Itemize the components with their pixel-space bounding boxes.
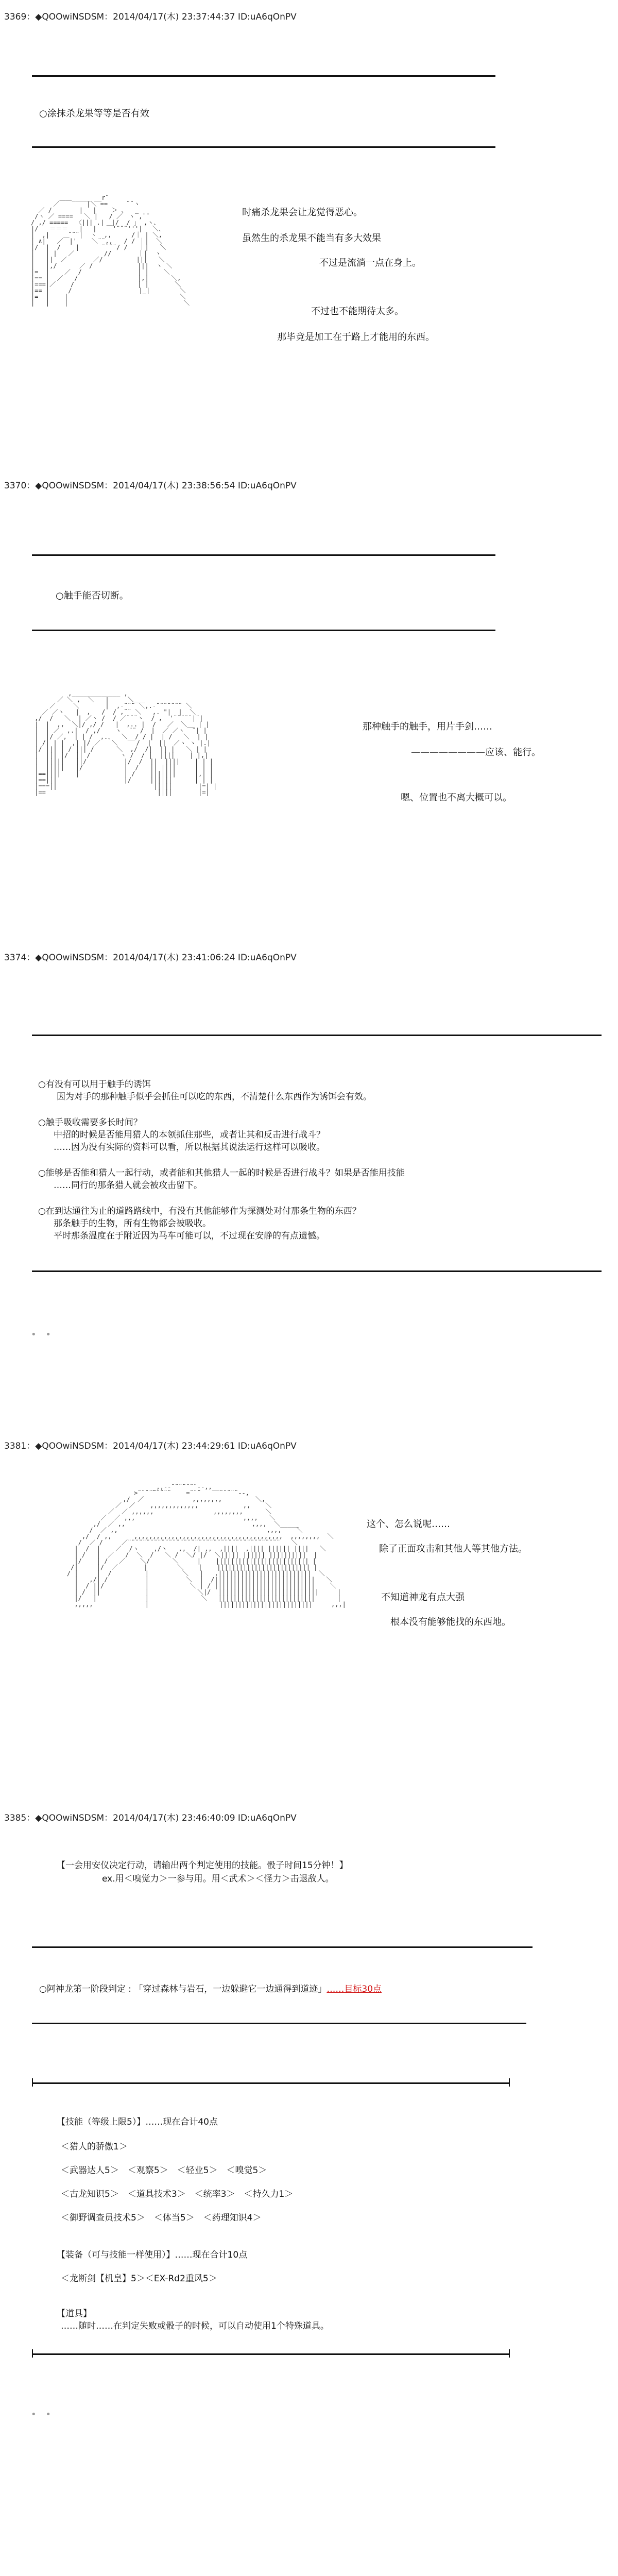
- ascii-art-creature: _,,--¨¨¨¨¨¨¨--,,__ >¨¨¨¨¨¨¨¨¨ =¨¨¨ ¨¨¨¨¨--, ,/ ／ ,,,,,,,, ＼, ／ ／ ,,,,,,,,,,,,, ,, ＼ ／ ／ ,,,,,, ,,,,,,,, ＼ ／ ／ ,,, ,,,, ＼ ,/ ／ ,, ,,,, ＼_____ / ／ ,, ,,,, ＼ ,/ / ,, ,,,,,,,,,,,,,,,,,,,,,,,,,,,,,,,,,,,,,,,, ,,,,,,,, ＼ / ／ / ／¨¨¨¨¨¨¨¨¨¨¨¨¨¨¨¨¨¨¨¨¨¨¨¨¨¨¨¨¨¨¨¨¨¨¨¨¨¨¨¨¨ ＼ | / | ／ /ヽ ,/ヽ ,, /| ,, ,|||| ,|||| |||||| |||| ＼ | / | ／ / ＼ / ＼ / ＼/ |/ ＼||||| |||||| |||||||||| | |/ | / ／ ＼/ ＼ | ||||||||||||||||||||||||| | /| |/ ／ | ＼ | ||||||||||||||||||||||||| | / | | / | ＼ | ,||||||||||||||||||||||||| ＼ | ,/| / | ＼ | /||||||||||||||||||||||||||| ＼ | / ||/ | ＼ | / ||||||||||||||||||||||||||| ＼ | / || | ＼|/ ||||||||||||||||||||||||||| | |/ | | ＼ |||||||||||||||||||||||||| | ,,,,, | ||||||||||||||||||||||||| ,,,|: [67, 1483, 346, 1608]
- question-line: ○在到达通往为止的道路路线中，有没有其他能够作为探测处对付那条生物的东西？: [38, 1206, 361, 1216]
- divider: [32, 75, 495, 77]
- dialogue-line: 虽然生的杀龙果不能当有多大效果: [242, 233, 381, 244]
- status-line: 【装备（可与技能一样使用）】……现在合计10点: [57, 2250, 248, 2260]
- status-line: ＜古龙知识5＞ ＜道具技术3＞ ＜统率3＞ ＜持久力1＞: [61, 2189, 294, 2199]
- dialogue-line: 那毕竟是加工在于路上才能用的东西。: [277, 332, 435, 343]
- divider: [32, 146, 495, 148]
- judgement-line: ○阿神龙第一阶段判定 : 「穿过森林与岩石，一边躲避它一边通得到道迹」……目标30点: [39, 1984, 382, 1994]
- answer-line: 因为对手的那种触手似乎会抓住可以吃的东西，不清楚什么东西作为诱饵会有效。: [57, 1092, 372, 1102]
- post-header-3369: 3369：◆QOOwiNSDSM：2014/04/17(木) 23:37:44:37 ID:uA6qOnPV: [4, 12, 297, 22]
- dialogue-line: 这个、怎么说呢……: [367, 1519, 450, 1530]
- status-line: 【道具】: [57, 2309, 92, 2319]
- dialogue-line: 时痛杀龙果会让龙觉得恶心。: [242, 207, 363, 218]
- divider-cap: [32, 2349, 33, 2358]
- answer-line: 中招的时候是否能用猎人的本领抓住那些，或者让其和反击进行战斗？: [54, 1130, 325, 1140]
- divider: [32, 1270, 602, 1272]
- dialogue-line: 根本没有能够能找的东西地。: [390, 1617, 511, 1628]
- divider: [32, 2353, 510, 2355]
- spacer-dots: • •: [31, 1329, 54, 1340]
- spacer-dots: • •: [31, 2409, 54, 2420]
- question-line: ○能够是否能和猎人一起行动，或者能和其他猎人一起的时候是否进行战斗？如果是否能用技能: [38, 1168, 405, 1178]
- divider: [32, 2023, 526, 2024]
- ascii-art-creature: ,_____________ , ／ ＼ , ＼ | ＼___ ／ ＼ | ,-¨¨¨ ＼,.-¨¨¨¨¨¨¨ ＼ ／ ／ヽ | , / / ,¨¨ ＼ ,. "| | ＼ ,/ / ＼ | ／ヽ / / ／¨¨¨ヽ / , '¨¨¨¨¨|¨| | | ,, ＼|/ ,/ / | ,.. | / ／ ＼__ | | | | ／ ,.| / ,/ ヽ ¨¨ / | ／ ／ヽ ¨| | | |/ ／, | | / ,.、 ＼__/ / | | / ＼ | | | /| | | ,| |/ ／ ＼ / | || ／ヽ ヽ |.| |/ ||| | / ||| / ＼ ,/ /| || | ＼ | | | ||| |/ || / ヽ / / | |||| | |,| | ||||| ||/ |/ / || |||| | | | | ||||| |/ | / || |||| | | | |==|||| | | / ||||||| |,| | |==||| |/ |||||| | | | |===|| ||||| |=| | |== |||| |=|: [35, 690, 217, 796]
- answer-line: 平时那条温度在于附近因为马车可能可以，不过现在安静的有点遗憾。: [54, 1231, 325, 1241]
- status-line: ……随时……在判定失败或骰子的时候，可以自动使用1个特殊道具。: [61, 2321, 329, 2331]
- question-line: ○涂抹杀龙果等等是否有效: [39, 108, 149, 119]
- status-line: ＜猎人的骄傲1＞: [61, 2142, 128, 2152]
- post-header-3385: 3385：◆QOOwiNSDSM：2014/04/17(木) 23:46:40:09 ID:uA6qOnPV: [4, 1813, 297, 1823]
- answer-line: 那条触手的生物，所有生物都会被吸收。: [54, 1218, 211, 1229]
- divider: [32, 2082, 510, 2084]
- divider: [32, 554, 495, 556]
- dialogue-line: 不过是流淌一点在身上。: [319, 258, 421, 268]
- question-line: ○触手能否切断。: [56, 590, 129, 601]
- dialogue-line: 除了正面攻击和其他人等其他方法。: [379, 1544, 527, 1554]
- divider-cap: [509, 2078, 510, 2087]
- post-header-3370: 3370：◆QOOwiNSDSM：2014/04/17(木) 23:38:56:54 ID:uA6qOnPV: [4, 481, 297, 491]
- post-header-3374: 3374：◆QOOwiNSDSM：2014/04/17(木) 23:41:06:24 ID:uA6qOnPV: [4, 953, 297, 963]
- ascii-art-creature: _____ __r¨ ／￣￣ |＼ == ¨¨ヽ ／ / | | ＞ 、 _ /ヽ ／ ==== ＼ | / ／ ヽ ,¨¨ / ,/ ===== 〈||| .| |/ / 」 ,ヽ、 |/ ＝＝＝ | | ￣'¨¨¨'''| ＼、 | ,| ¨¨¨| ヽ ,, /｜ | ＼, | ∧| ／￣|' ＼¨¨,, / / ｜| ＼ |/ | / | ¨¨¨¨/ / ｜| ＼ | | | ／ // ｜| ヽ | || ／ ／/ ||| ＼ | |,/ ／ / ||| ヽ ＼ |= | ／ / | | ＼ |== | ／ / |,| ＼, |===|／ / | | ＼ |== | / |_| ＼ |= | | ＼ | | | ＼: [31, 194, 190, 307]
- divider-cap: [509, 2349, 510, 2358]
- target-points-link[interactable]: ……目标30点: [327, 1984, 382, 1994]
- answer-line: ……同行的那条猎人就会被攻击留下。: [54, 1180, 202, 1191]
- answer-line: ……因为没有实际的资料可以看，所以根据其说法运行这样可以吸收。: [54, 1142, 325, 1153]
- status-line: 【技能（等级上限5）】……现在合计40点: [57, 2117, 218, 2127]
- divider-cap: [32, 2078, 33, 2087]
- divider: [32, 630, 495, 631]
- dialogue-line: 那种触手的触手，用片手剑……: [363, 721, 492, 732]
- instruction-line: 【一会用安仪决定行动，请输出两个判定使用的技能。骰子时间15分钟！】: [57, 1860, 348, 1871]
- status-line: ＜龙断剑【机皇】5＞＜EX-Rd2重风5＞: [61, 2274, 217, 2284]
- dialogue-line: 嗯、位置也不离大概可以。: [401, 792, 512, 803]
- question-line: ○触手吸收需要多长时间？: [38, 1117, 142, 1128]
- post-header-3381: 3381：◆QOOwiNSDSM：2014/04/17(木) 23:44:29:61 ID:uA6qOnPV: [4, 1441, 297, 1451]
- instruction-line: ex.用＜嗅觉力＞一参与用。用＜武术＞＜怪力＞击退敌人。: [102, 1874, 334, 1884]
- divider: [32, 1035, 602, 1036]
- dialogue-line: ————————应该、能行。: [411, 747, 541, 758]
- question-line: ○有没有可以用于触手的诱饵: [38, 1079, 151, 1090]
- status-line: ＜御野调查员技术5＞ ＜体当5＞ ＜药理知识4＞: [61, 2213, 262, 2223]
- status-line: ＜武器达人5＞ ＜观察5＞ ＜轻业5＞ ＜嗅觉5＞: [61, 2165, 267, 2176]
- dialogue-line: 不知道神龙有点大强: [381, 1592, 465, 1603]
- divider: [32, 1946, 533, 1948]
- dialogue-line: 不过也不能期待太多。: [311, 306, 404, 317]
